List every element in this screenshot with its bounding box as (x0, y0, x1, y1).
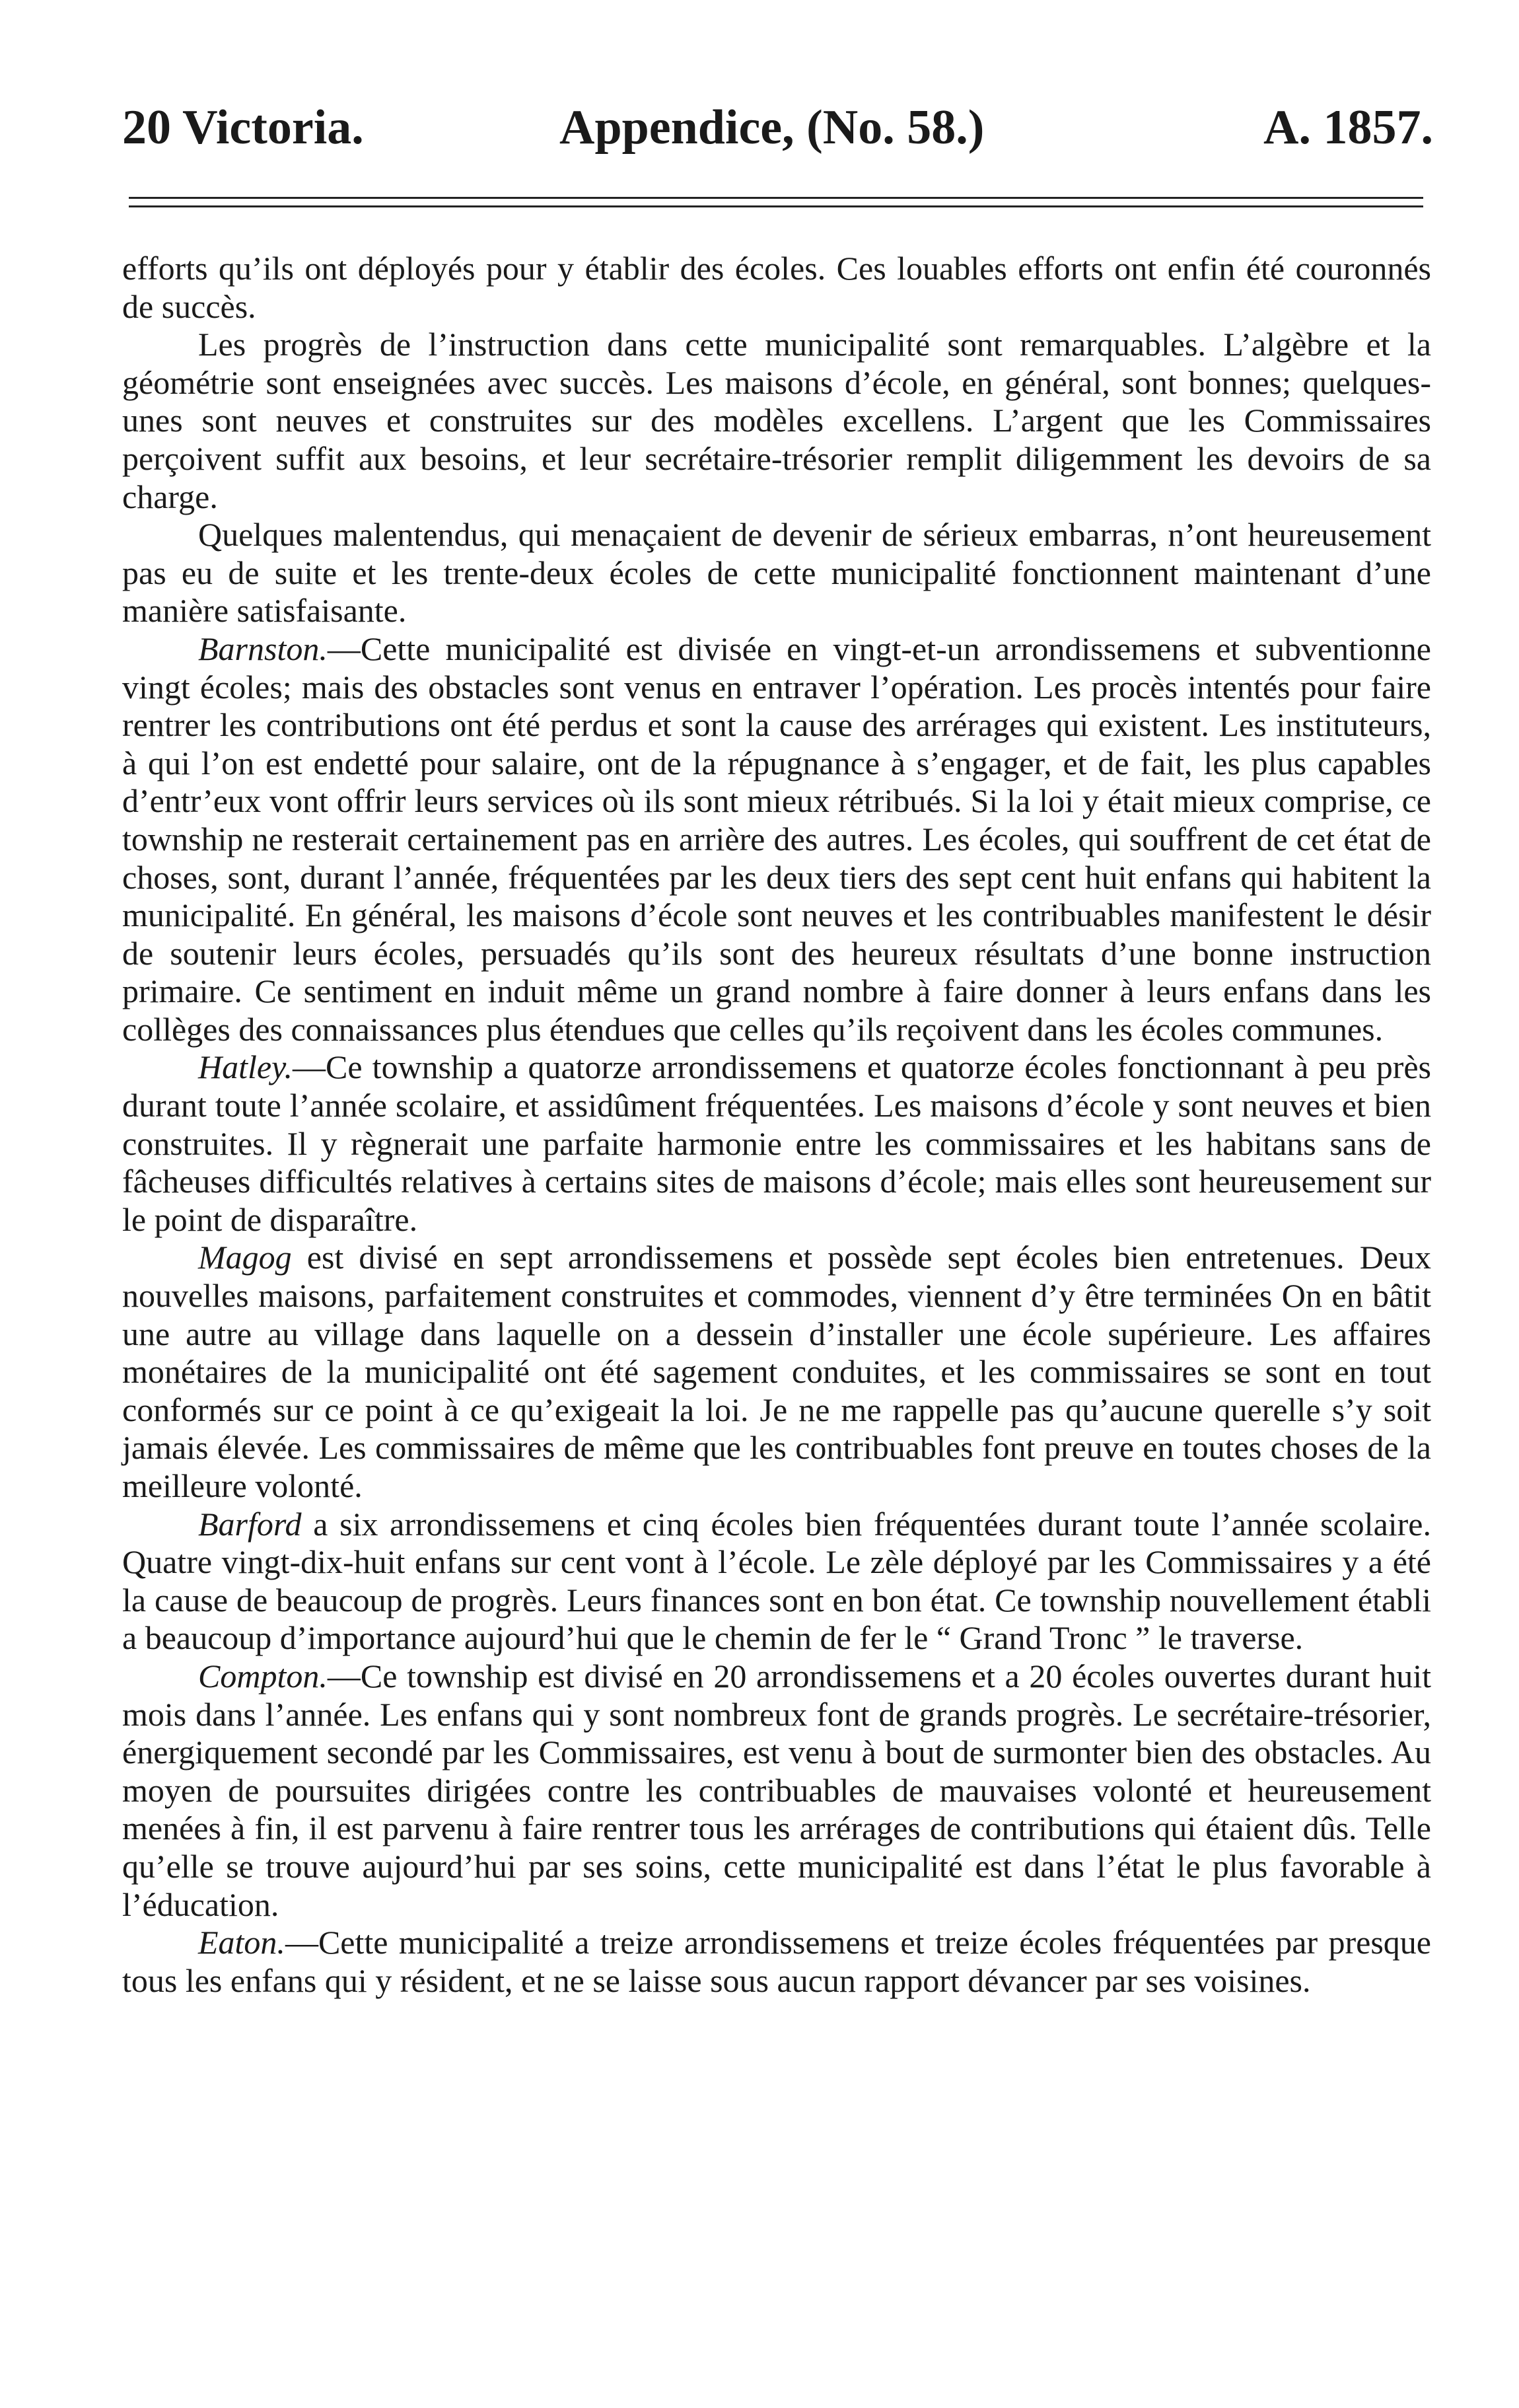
paragraph-instruction-progress (122, 326, 1431, 516)
paragraph-misunderstandings (122, 516, 1431, 630)
township-name: Compton. (198, 1657, 328, 1695)
township-name: Eaton. (198, 1924, 285, 1961)
township-name: Barnston. (198, 630, 328, 667)
paragraph-text: Les progrès de l’instruction dans cette municipalité sont remarquables. L’algèbre et la géométrie sont enseignées avec succès. Les maisons d’école, en général, sont bonnes; quelques-unes sont neuves et construites sur des modèles excellens. L’argent que les Commissaires perçoivent suffit aux besoins, et leur secrétaire-trésorier remplit diligemment les devoirs de sa charge. (122, 326, 1431, 515)
running-header (122, 98, 1433, 157)
paragraph-hatley (122, 1048, 1431, 1239)
paragraph-text: —Cette municipalité est divisée en vingt-et-un arrondissemens et subventionne vingt écoles; mais des obstacles sont venus en entraver l’opération. Les procès intentés pour faire rentrer les contributions ont été perdus et sont la cause des arrérages qui existent. Les instituteurs, à qui l’on est endetté pour salaire, ont de la répugnance à s’engager, et de fait, les plus capables d’entr’eux vont offrir leurs services où ils sont mieux rétribués. Si la loi y était mieux comprise, ce township ne resterait certainement pas en arrière des autres. Les écoles, qui souffrent de cet état de choses, sont, durant l’année, fréquentées par les deux tiers des sept cent huit enfans qui habitent la municipalité. En général, les maisons d’école sont neuves et les contribuables manifestent le désir de soutenir leurs écoles, persuadés qu’ils sont des heureux résultats d’une bonne instruction primaire. Ce sentiment en induit même un grand nombre à faire donner à leurs enfans dans les collèges des connaissances plus étendues que celles qu’ils reçoivent dans les écoles communes. (122, 630, 1431, 1048)
paragraph-continuation (122, 250, 1431, 326)
header-session: 20 Victoria. (122, 100, 364, 155)
paragraph-compton (122, 1658, 1431, 1924)
paragraph-text: efforts qu’ils ont déployés pour y établir des écoles. Ces louables efforts ont enfin été couronnés de succès. (122, 250, 1431, 325)
paragraph-barnston (122, 630, 1431, 1049)
paragraph-eaton (122, 1924, 1431, 2000)
header-year: A. 1857. (1263, 100, 1433, 155)
paragraph-text: —Ce township a quatorze arrondissemens et quatorze écoles fonctionnant à peu près durant toute l’année scolaire, et assidûment fréquentées. Les maisons d’école y sont neuves et bien construites. Il y règnerait une parfaite harmonie entre les commissaires et les habitans sans de fâcheuses difficultés relatives à certains sites de maisons d’école; mais elles sont heureusement sur le point de disparaître. (122, 1048, 1431, 1238)
paragraph-magog (122, 1239, 1431, 1505)
township-name: Barford (198, 1505, 302, 1543)
township-name: Magog (198, 1239, 292, 1276)
header-appendix-title: Appendice, (No. 58.) (559, 100, 985, 155)
paragraph-text: Quelques malentendus, qui menaçaient de devenir de sérieux embarras, n’ont heureusement pas eu de suite et les trente-deux écoles de cette municipalité fonctionnent maintenant d’une manière satisfaisante. (122, 516, 1431, 630)
paragraph-text: est divisé en sept arrondissemens et possède sept écoles bien entretenues. Deux nouvelles maisons, parfaitement construites et commodes, viennent d’y être terminées On en bâtit une autre au village dans laquelle on a dessein d’installer une école supérieure. Les affaires monétaires de la municipalité ont été sagement conduites, et les commissaires se sont en tout conformés sur ce point à ce qu’exigeait la loi. Je ne me rappelle pas qu’aucune querelle s’y soit jamais élevée. Les commissaires de même que les contribuables font preuve en toutes choses de la meilleure volonté. (122, 1239, 1431, 1504)
paragraph-text: —Ce township est divisé en 20 arrondissemens et a 20 écoles ouvertes durant huit mois dans l’année. Les enfans qui y sont nombreux font de grands progrès. Le secrétaire-trésorier, énergiquement secondé par les Commissaires, est venu à bout de surmonter bien des obstacles. Au moyen de poursuites dirigées contre les contribuables de mauvaises volonté et heureusement menées à fin, il est parvenu à faire rentrer tous les arrérages de contributions qui étaient dûs. Telle qu’elle se trouve aujourd’hui par ses soins, cette municipalité est dans l’état le plus favorable à l’éducation. (122, 1657, 1431, 1923)
paragraph-text: —Cette municipalité a treize arrondissemens et treize écoles fréquentées par presque tous les enfans qui y résident, et ne se laisse sous aucun rapport dévancer par ses voisines. (122, 1924, 1431, 1999)
township-name: Hatley. (198, 1048, 293, 1086)
report-body (122, 250, 1431, 2000)
header-rule-top (129, 197, 1423, 199)
header-rule-bottom (129, 205, 1423, 207)
paragraph-barford (122, 1506, 1431, 1658)
paragraph-text: a six arrondissemens et cinq écoles bien fréquentées durant toute l’année scolaire. Quatre vingt-dix-huit enfans sur cent vont à l’école. Le zèle déployé par les Commissaires y a été la cause de beaucoup de progrès. Leurs finances sont en bon état. Ce township nouvellement établi a beaucoup d’importance aujourd’hui que le chemin de fer le “ Grand Tronc ” le traverse. (122, 1505, 1431, 1657)
